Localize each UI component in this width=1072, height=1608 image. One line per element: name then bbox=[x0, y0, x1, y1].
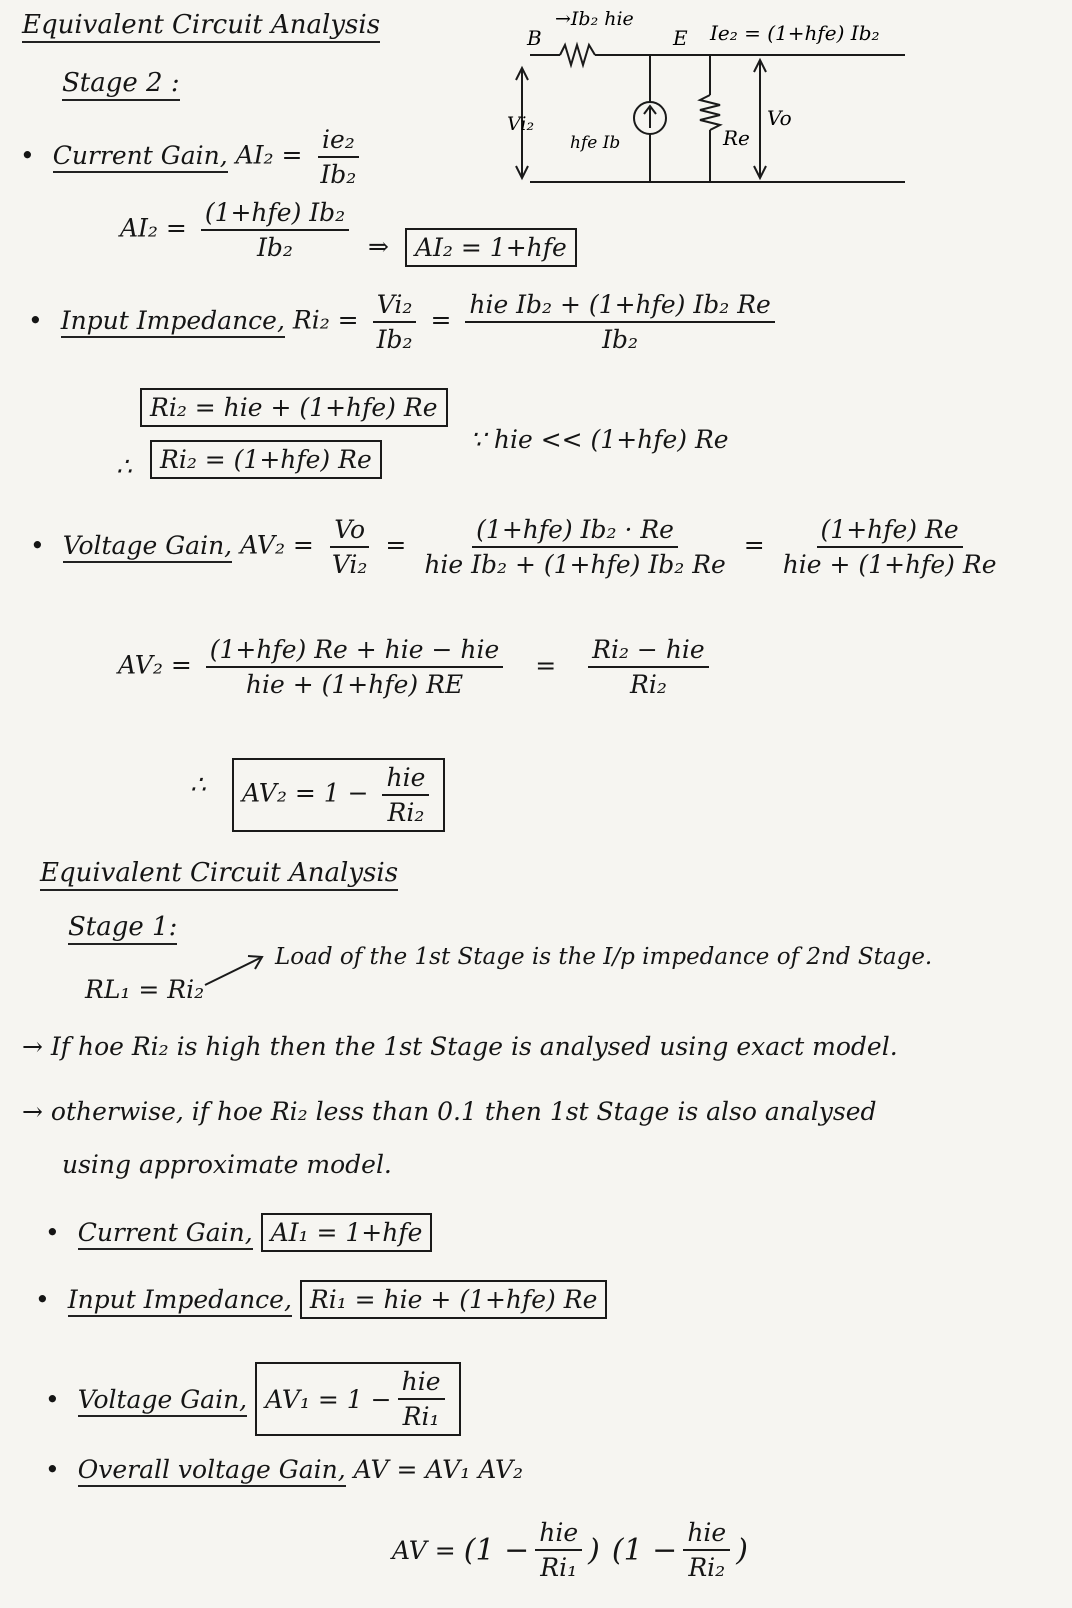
step-fraction bbox=[201, 198, 349, 262]
fraction-numerator: (1+hfe) Ib₂ · Re bbox=[472, 515, 678, 548]
overall-fraction-1 bbox=[535, 1518, 582, 1582]
overall-fraction-2 bbox=[683, 1518, 730, 1582]
paren-1-close: ) bbox=[588, 1532, 600, 1568]
stage1-point-2a: → otherwise, if hoe Ri₂ less than 0.1 then 1st Stage is also analysed bbox=[22, 1097, 877, 1126]
fraction-denominator: hie + (1+hfe) RE bbox=[245, 670, 464, 699]
stage2-current-gain-label: Current Gain, bbox=[53, 141, 228, 173]
stage2-voltage-gain-step bbox=[118, 635, 715, 699]
hie-resistor bbox=[560, 45, 595, 65]
re-label: Re bbox=[723, 126, 750, 150]
result-fraction bbox=[382, 763, 429, 827]
fraction-numerator: (1+hfe) Ib₂ bbox=[201, 198, 349, 231]
fraction-numerator: hie bbox=[382, 763, 429, 796]
stage2-input-impedance-since: ∵ hie << (1+hfe) Re bbox=[470, 425, 729, 454]
vi-label: Vi₂ bbox=[507, 113, 535, 135]
stage2-current-gain-lhs: AI₂ = bbox=[235, 140, 303, 170]
impedance-fraction-1 bbox=[373, 290, 417, 354]
stage2-input-impedance-result-1: Ri₂ = hie + (1+hfe) Re bbox=[140, 388, 448, 427]
result-lhs: AV₁ = 1 − bbox=[265, 1384, 392, 1414]
fraction-denominator: Ib₂ bbox=[376, 325, 413, 354]
overall-voltage-gain-expansion bbox=[392, 1518, 748, 1582]
overall-lhs: AV = bbox=[392, 1535, 456, 1565]
fraction-denominator: Ib₂ bbox=[320, 160, 357, 189]
therefore-symbol: ∴ bbox=[116, 452, 132, 481]
stage1-voltage-gain-result bbox=[255, 1362, 460, 1436]
fraction-numerator: Ri₂ − hie bbox=[588, 635, 709, 668]
stage1-point-1: → If hoe Ri₂ is high then the 1st Stage is analysed using exact model. bbox=[22, 1032, 898, 1061]
therefore-symbol: ∴ bbox=[190, 770, 206, 799]
step-lhs: AV₂ = bbox=[118, 650, 192, 680]
equals-sign: = bbox=[430, 305, 452, 335]
stage2-input-impedance-line bbox=[28, 290, 781, 354]
stage2-heading: Equivalent Circuit Analysis bbox=[22, 10, 380, 43]
stage1-heading: Equivalent Circuit Analysis bbox=[40, 858, 398, 891]
stage1-load-note: Load of the 1st Stage is the I/p impedance of 2nd Stage. bbox=[275, 944, 933, 970]
paren-2-open: (1 − bbox=[611, 1532, 678, 1568]
stage2-input-impedance-label: Input Impedance, bbox=[61, 306, 285, 338]
paren-2-close: ) bbox=[736, 1532, 748, 1568]
voltage-gain-fraction-2 bbox=[420, 515, 730, 579]
impedance-lhs: Ri₂ = bbox=[292, 305, 359, 335]
result-fraction bbox=[398, 1367, 445, 1431]
fraction-numerator: (1+hfe) Re + hie − hie bbox=[206, 635, 504, 668]
fraction-denominator: hie Ib₂ + (1+hfe) Ib₂ Re bbox=[424, 550, 726, 579]
result-lhs: AV₂ = 1 − bbox=[242, 778, 369, 808]
stage1-voltage-gain-label: Voltage Gain, bbox=[78, 1385, 247, 1417]
fraction-denominator: Ib₂ bbox=[602, 325, 639, 354]
re-resistor bbox=[700, 95, 720, 130]
fraction-numerator: ie₂ bbox=[318, 125, 359, 158]
stage1-point-2b: using approximate model. bbox=[62, 1150, 392, 1179]
stage2-equivalent-circuit bbox=[505, 0, 925, 200]
node-e-label: E bbox=[673, 26, 688, 50]
vo-label: Vo bbox=[767, 106, 792, 130]
fraction-denominator: hie + (1+hfe) Re bbox=[782, 550, 997, 579]
paren-1-open: (1 − bbox=[463, 1532, 530, 1568]
fraction-denominator: Ri₁ bbox=[402, 1402, 440, 1431]
stage2-current-gain-result: AI₂ = 1+hfe bbox=[405, 228, 577, 267]
step-fraction-1 bbox=[206, 635, 504, 699]
overall-voltage-gain-eq: AV = AV₁ AV₂ bbox=[353, 1455, 524, 1484]
equals-sign: = bbox=[535, 650, 557, 680]
stage1-input-impedance-label: Input Impedance, bbox=[68, 1285, 292, 1317]
fraction-numerator: Vi₂ bbox=[373, 290, 417, 323]
stage1-current-gain-line bbox=[45, 1218, 432, 1247]
stage1-current-gain-result: AI₁ = 1+hfe bbox=[261, 1213, 433, 1252]
stage2-current-gain-step bbox=[120, 198, 355, 262]
stage1-input-impedance-line bbox=[35, 1285, 607, 1314]
stage2-input-impedance-result-2: Ri₂ = (1+hfe) Re bbox=[150, 440, 382, 479]
stage1-current-gain-label: Current Gain, bbox=[78, 1218, 253, 1250]
ib-arrow-label: →Ib₂ hie bbox=[555, 8, 634, 30]
impedance-fraction-2 bbox=[465, 290, 775, 354]
fraction-denominator: Ri₂ bbox=[387, 798, 425, 827]
voltage-gain-fraction-3 bbox=[779, 515, 1001, 579]
load-arrow-icon bbox=[200, 950, 270, 990]
overall-voltage-gain-line bbox=[45, 1455, 523, 1484]
stage2-voltage-gain-label: Voltage Gain, bbox=[63, 531, 232, 563]
fraction-denominator: Ri₂ bbox=[688, 1553, 726, 1582]
stage1-voltage-gain-line bbox=[45, 1362, 461, 1436]
fraction-numerator: (1+hfe) Re bbox=[817, 515, 963, 548]
voltage-gain-lhs: AV₂ = bbox=[240, 530, 314, 560]
stage2-voltage-gain-line bbox=[30, 515, 1007, 579]
fraction-numerator: hie bbox=[535, 1518, 582, 1551]
fraction-denominator: Vi₂ bbox=[331, 550, 368, 579]
fraction-numerator: hie bbox=[398, 1367, 445, 1400]
overall-voltage-gain-label: Overall voltage Gain, bbox=[78, 1455, 346, 1487]
implies-arrow: ⇒ bbox=[368, 232, 389, 261]
stage1-subheading: Stage 1: bbox=[68, 912, 177, 945]
step-lhs: AI₂ = bbox=[120, 213, 187, 243]
voltage-gain-fraction-1 bbox=[328, 515, 372, 579]
stage2-current-gain-line bbox=[20, 125, 366, 189]
fraction-denominator: Ib₂ bbox=[257, 233, 293, 262]
ie-label: Ie₂ = (1+hfe) Ib₂ bbox=[710, 21, 880, 45]
fraction-numerator: Vo bbox=[330, 515, 369, 548]
step-fraction-2 bbox=[588, 635, 709, 699]
equals-sign: = bbox=[385, 530, 407, 560]
source-label: hfe Ib bbox=[570, 133, 621, 153]
fraction-numerator: hie bbox=[683, 1518, 730, 1551]
fraction-denominator: Ri₁ bbox=[540, 1553, 578, 1582]
fraction-denominator: Ri₂ bbox=[630, 670, 667, 699]
stage2-voltage-gain-result bbox=[232, 758, 445, 832]
stage2-current-gain-fraction bbox=[316, 125, 360, 189]
node-b-label: B bbox=[527, 26, 542, 50]
equals-sign: = bbox=[743, 530, 765, 560]
stage2-subheading: Stage 2 : bbox=[62, 68, 180, 101]
fraction-numerator: hie Ib₂ + (1+hfe) Ib₂ Re bbox=[465, 290, 775, 323]
stage1-input-impedance-result: Ri₁ = hie + (1+hfe) Re bbox=[300, 1280, 608, 1319]
stage1-load-equation: RL₁ = Ri₂ bbox=[85, 975, 205, 1004]
